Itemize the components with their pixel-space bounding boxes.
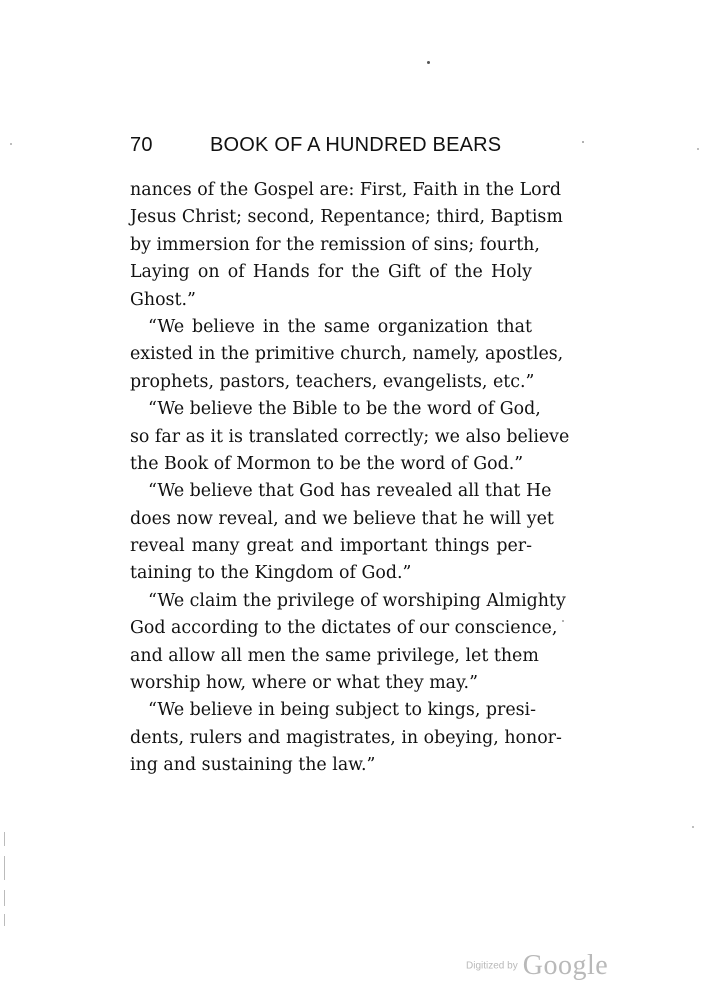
text-line: reveal many great and important things per- xyxy=(130,536,532,557)
paragraph-first-line: “We believe in being subject to kings, presi- xyxy=(148,700,536,721)
google-logo: Google xyxy=(522,950,609,981)
body-text xyxy=(130,177,570,780)
scan-speck xyxy=(697,148,699,150)
page-header xyxy=(130,134,532,164)
text-line: and allow all men the same privilege, let them xyxy=(130,645,539,666)
text-line: God according to the dictates of our conscience, xyxy=(130,618,558,639)
scan-margin-mark xyxy=(4,890,5,906)
scan-speck xyxy=(692,826,694,828)
text-line: worship how, where or what they may.” xyxy=(130,673,478,694)
scan-speck xyxy=(562,620,564,622)
scan-margin-mark xyxy=(4,856,5,880)
scan-speck xyxy=(427,61,430,64)
scan-margin-mark xyxy=(4,914,5,926)
text-line: existed in the primitive church, namely, apostles, xyxy=(130,344,564,365)
text-line: does now reveal, and we believe that he will yet xyxy=(130,508,554,529)
text-line: Ghost.” xyxy=(130,289,196,310)
paragraph-first-line: “We claim the privilege of worshiping Almighty xyxy=(148,590,566,611)
text-line: Laying on of Hands for the Gift of the Holy xyxy=(130,262,532,283)
scan-speck xyxy=(10,143,12,145)
paragraph-first-line: “We believe that God has revealed all that He xyxy=(148,481,552,502)
text-line: prophets, pastors, teachers, evangelists, etc.” xyxy=(130,371,535,392)
running-head: BOOK OF A HUNDRED BEARS xyxy=(210,134,502,156)
paragraph-first-line: “We believe the Bible to be the word of God, xyxy=(148,399,541,420)
paragraph-first-line: “We believe in the same organization that xyxy=(148,316,532,337)
text-line: taining to the Kingdom of God.” xyxy=(130,563,412,584)
scan-margin-mark xyxy=(4,832,5,846)
page-number: 70 xyxy=(130,134,153,156)
text-line: nances of the Gospel are: First, Faith in the Lord xyxy=(130,180,562,200)
text-line: Jesus Christ; second, Repentance; third, Baptism xyxy=(130,207,563,228)
text-line: by immersion for the remission of sins; fourth, xyxy=(130,234,540,255)
digitized-watermark xyxy=(466,950,608,982)
text-line: ing and sustaining the law.” xyxy=(130,755,376,776)
watermark-prefix: Digitized by xyxy=(466,960,518,972)
text-line: dents, rulers and magistrates, in obeying, honor- xyxy=(130,727,562,748)
text-line: so far as it is translated correctly; we also believe xyxy=(130,426,570,447)
text-line: the Book of Mormon to be the word of God.” xyxy=(130,453,524,474)
scan-speck xyxy=(582,141,584,143)
